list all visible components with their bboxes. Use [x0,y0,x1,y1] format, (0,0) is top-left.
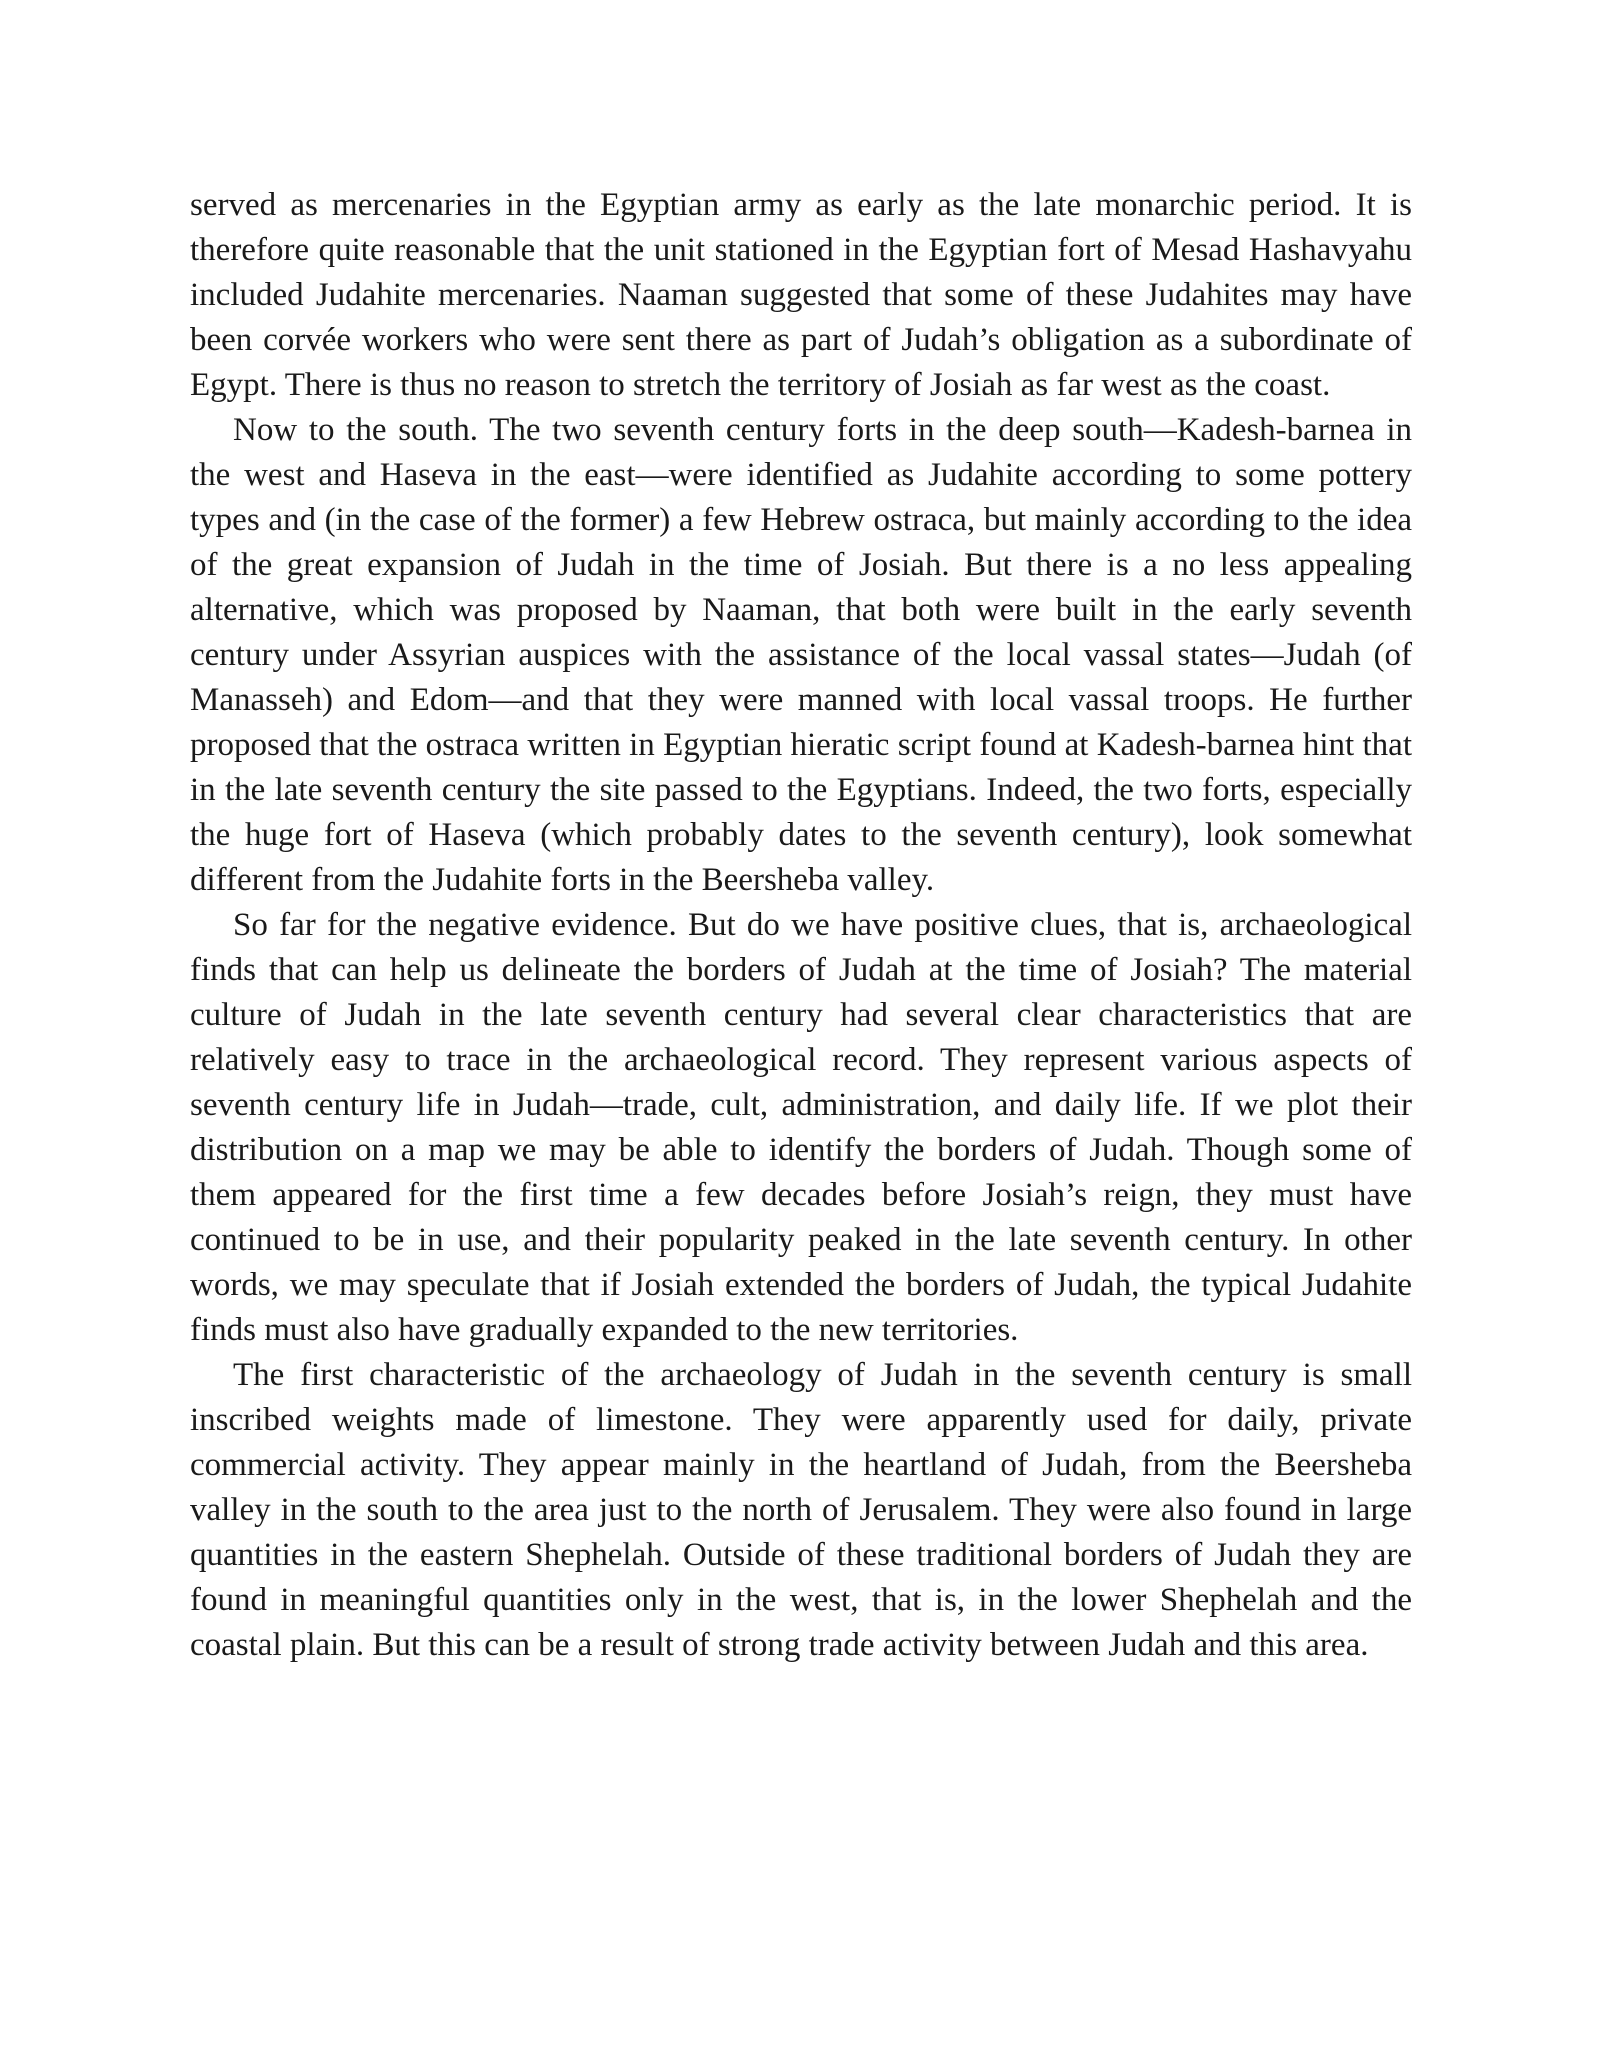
paragraph-continuation: served as mercenaries in the Egyptian army as early as the late monarchic period. It is therefore quite reasonable that the unit stationed in the Egyptian fort of Mesad Hashavyahu included Judahite mercenaries. Naaman suggested that some of these Judahites may have been corvée workers who were sent there as part of Judah’s obligation as a subordinate of Egypt. There is thus no reason to stretch the territory of Josiah as far west as the coast. [190,187,1412,403]
body-text [190,183,1412,1668]
paragraph-south-forts: Now to the south. The two seventh century forts in the deep south—Kadesh-barnea in the west and Haseva in the east—were identified as Judahite according to some pottery types and (in the case of the former) a few Hebrew ostraca, but mainly according to the idea of the great expansion of Judah in the time of Josiah. But there is a no less appealing alternative, which was proposed by Naaman, that both were built in the early seventh century under Assyrian auspices with the assistance of the local vassal states—Judah (of Manasseh) and Edom—and that they were manned with local vassal troops. He further proposed that the ostraca written in Egyptian hieratic script found at Kadesh-barnea hint that in the late seventh century the site passed to the Egyptians. Indeed, the two forts, especially the huge fort of Haseva (which probably dates to the seventh century), look somewhat different from the Judahite forts in the Beersheba valley. [190,412,1412,898]
paragraph-limestone-weights: The first characteristic of the archaeology of Judah in the seventh century is small inscribed weights made of limestone. They were apparently used for daily, private commercial activity. They appear mainly in the heartland of Judah, from the Beersheba valley in the south to the area just to the north of Jerusalem. They were also found in large quantities in the eastern Shephelah. Outside of these traditional borders of Judah they are found in meaningful quantities only in the west, that is, in the lower Shephelah and the coastal plain. But this can be a result of strong trade activity between Judah and this area. [190,1357,1412,1663]
paragraph-positive-clues: So far for the negative evidence. But do we have positive clues, that is, archaeological finds that can help us delineate the borders of Judah at the time of Josiah? The material culture of Judah in the late seventh century had several clear characteristics that are relatively easy to trace in the archaeological record. They represent various aspects of seventh century life in Judah—trade, cult, administration, and daily life. If we plot their distribution on a map we may be able to identify the borders of Judah. Though some of them appeared for the first time a few decades before Josiah’s reign, they must have continued to be in use, and their popularity peaked in the late seventh century. In other words, we may speculate that if Josiah extended the borders of Judah, the typical Judahite finds must also have gradually expanded to the new territories. [190,907,1412,1348]
